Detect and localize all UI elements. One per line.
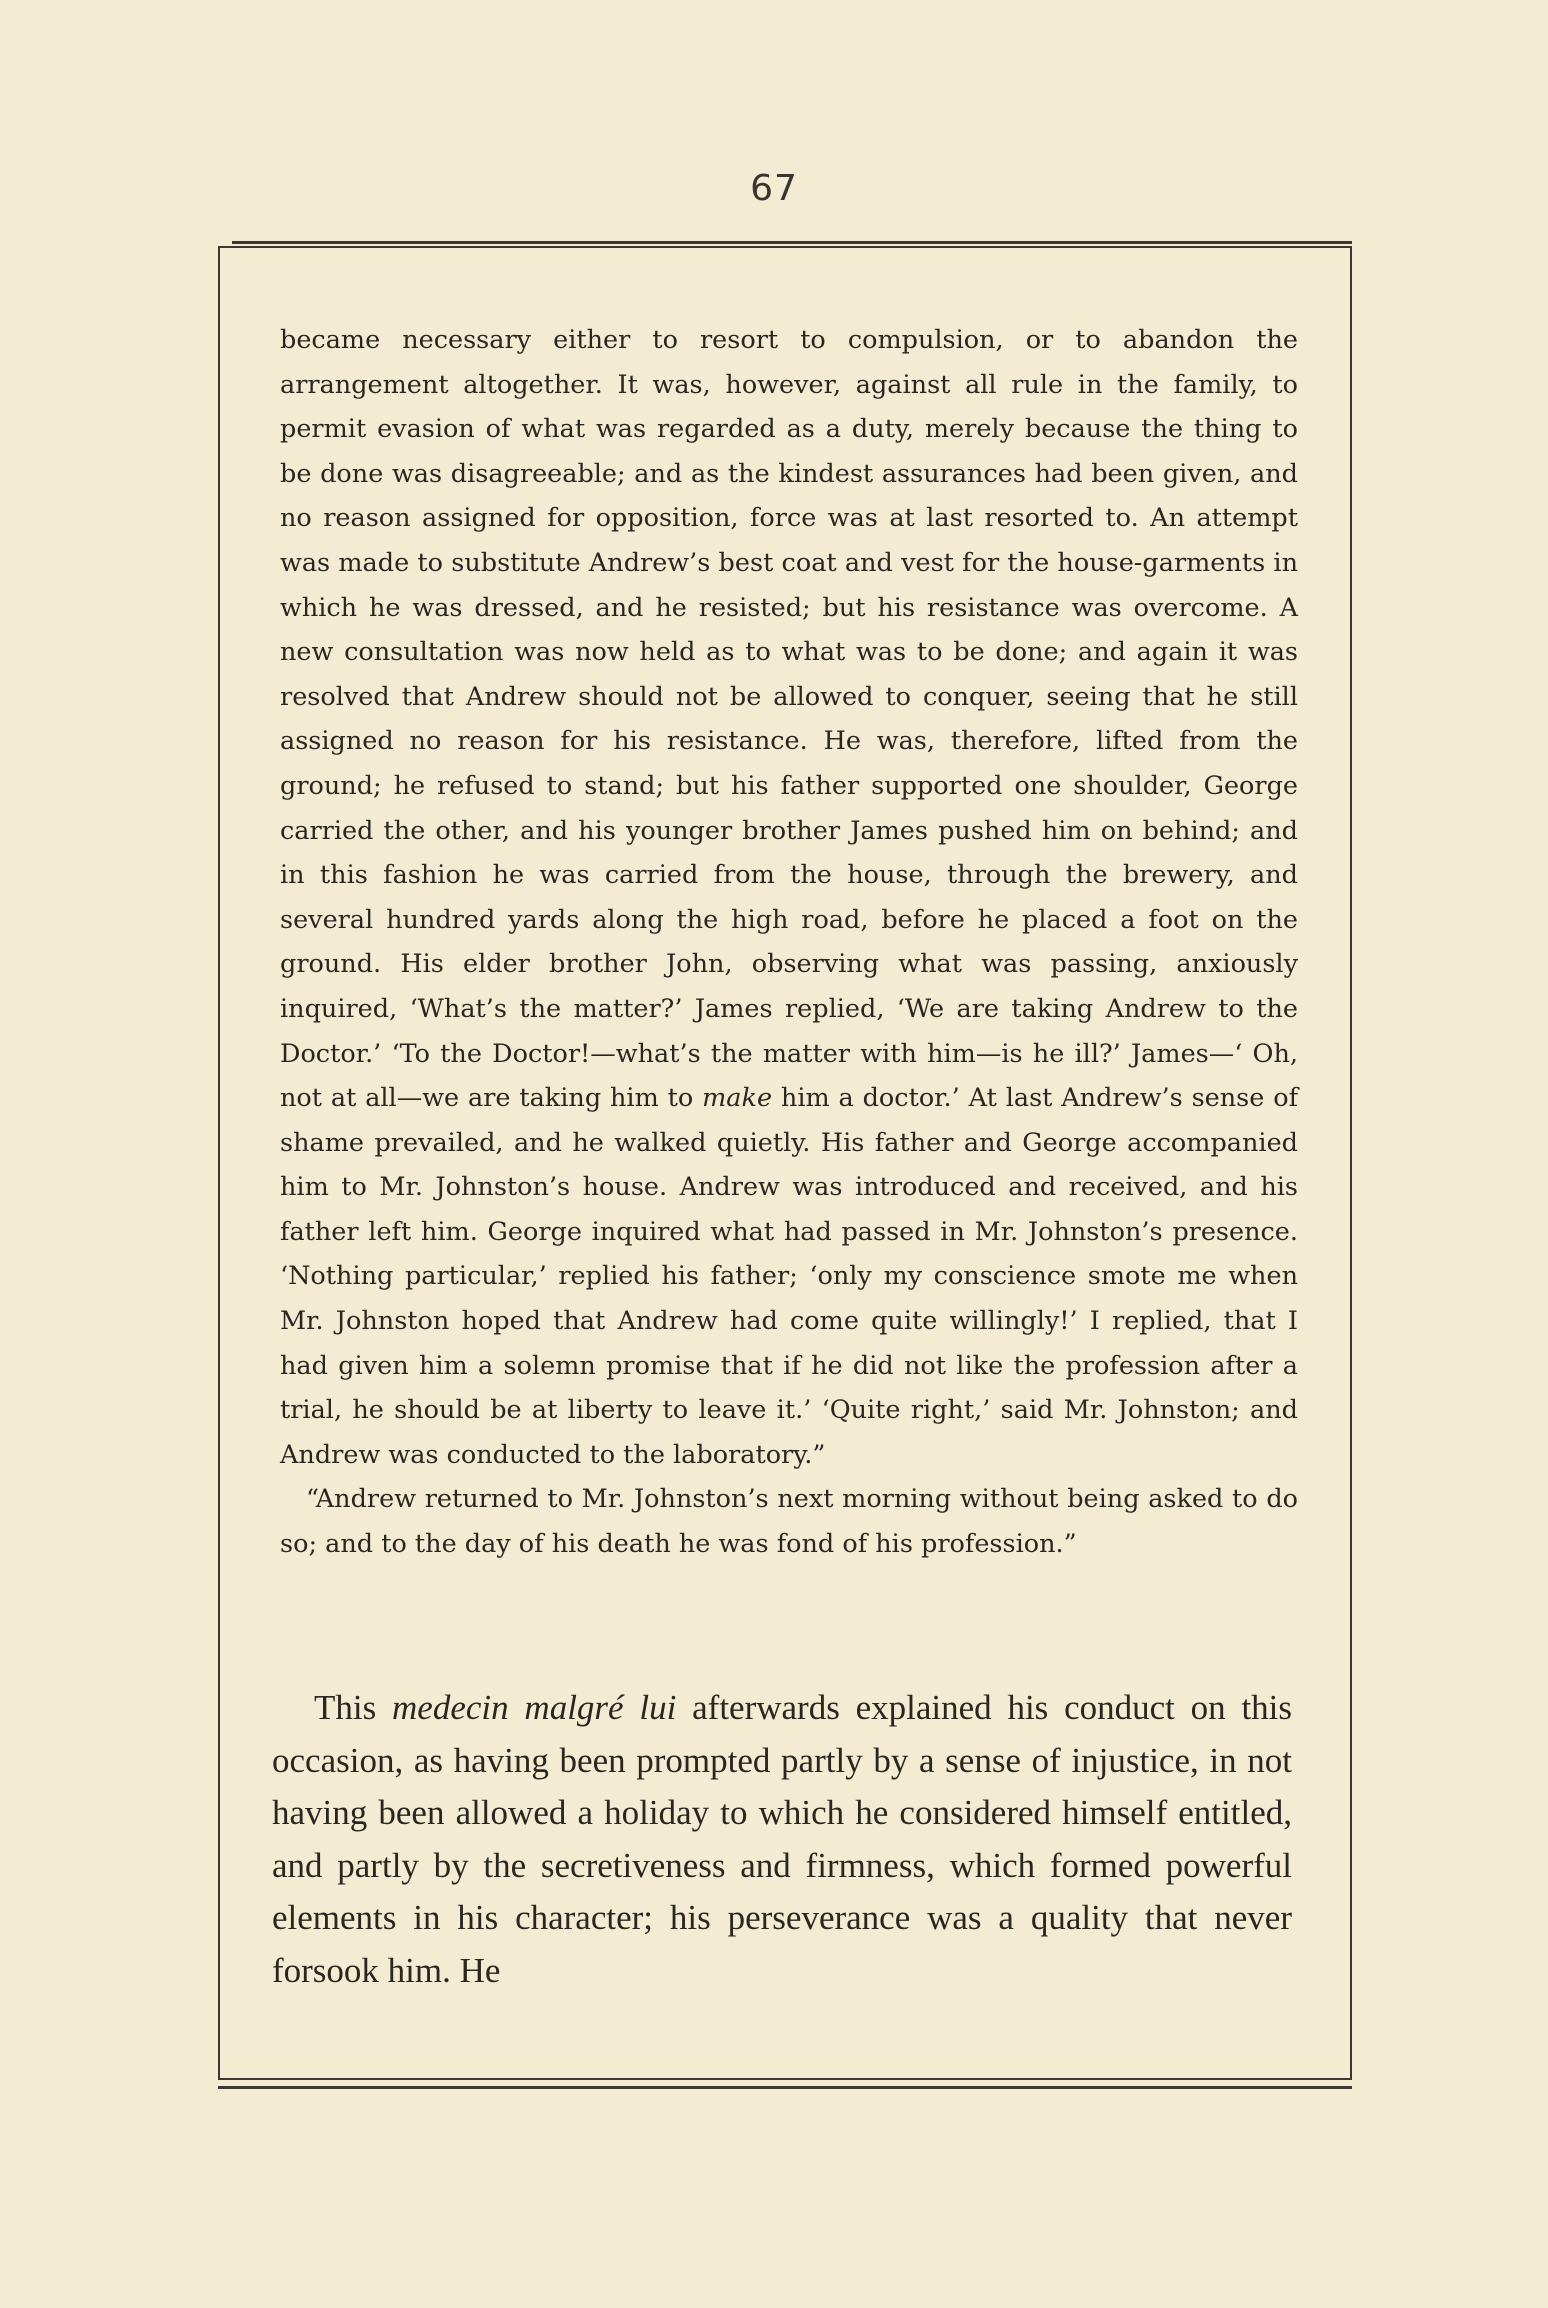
body-paragraph xyxy=(272,1682,1292,1997)
quoted-passage xyxy=(280,318,1298,1567)
quote-paragraph-1-end: him a doctor.’ At last Andrew’s sense of shame prevailed, and he walked quietly. His father and George accompanied him to Mr. Johnston’s house. Andrew was introduced and received, and his father left him. George inquired what had passed in Mr. Johnston’s presence. ‘Nothing particular,’ replied his father; ‘only my conscience smote me when Mr. Johnston hoped that Andrew had come quite willingly!’ I replied, that I had given him a solemn promise that if he did not like the profession after a trial, he should be at liberty to leave it.’ ‘Quite right,’ said Mr. Johnston; and Andrew was conducted to the laboratory.” xyxy=(280,1083,1299,1470)
body-italic-phrase: medecin malgré lui xyxy=(392,1688,677,1727)
bottom-rule xyxy=(218,2086,1352,2089)
body-rest: afterwards explained his conduct on this occasion, as having been prompted partly by a sense of injustice, in not having been allowed a holiday to which he considered himself entitled, and partly by the secretiveness and firmness, which formed powerful elements in his character; his perseverance was a quality that never forsook him. He xyxy=(272,1688,1293,1990)
quote-paragraph-1-text: became necessary either to resort to compulsion, or to abandon the arrangement altogether. It was, however, against all rule in the family, to permit evasion of what was regarded as a duty, merely because the thing to be done was disagreeable; and as the kindest assurances had been given, and no reason assigned for opposition, force was at last resorted to. An attempt was made to substitute Andrew’s best coat and vest for the house-garments in which he was dressed, and he resisted; but his resistance was overcome. A new consultation was now held as to what was to be done; and again it was resolved that Andrew should not be allowed to conquer, seeing that he still assigned no reason for his resistance. He was, therefore, lifted from the ground; he refused to stand; but his father supported one shoulder, George carried the other, and his younger brother James pushed him on behind; and in this fashion he was carried from the house, through the brewery, and several hundred yards along the high road, before he placed a foot on the ground. His elder brother John, observing what was passing, anxiously inquired, ‘What’s the matter?’ James replied, ‘We are taking Andrew to the Doctor.’ ‘To the Doctor!—what’s the matter with him—is he ill?’ James—‘ Oh, not at all—we are taking him to xyxy=(280,325,1298,1114)
top-rule xyxy=(232,241,1352,244)
body-start: This xyxy=(314,1688,377,1727)
page-number: 67 xyxy=(750,168,798,209)
quote-italic-word: make xyxy=(702,1083,773,1114)
body-paragraph-text xyxy=(272,1682,1292,1997)
quote-paragraph-2: “Andrew returned to Mr. Johnston’s next morning without being asked to do so; and to the day of his death he was fond of his profession.” xyxy=(280,1484,1298,1560)
quote-paragraph-1 xyxy=(280,318,1298,1477)
